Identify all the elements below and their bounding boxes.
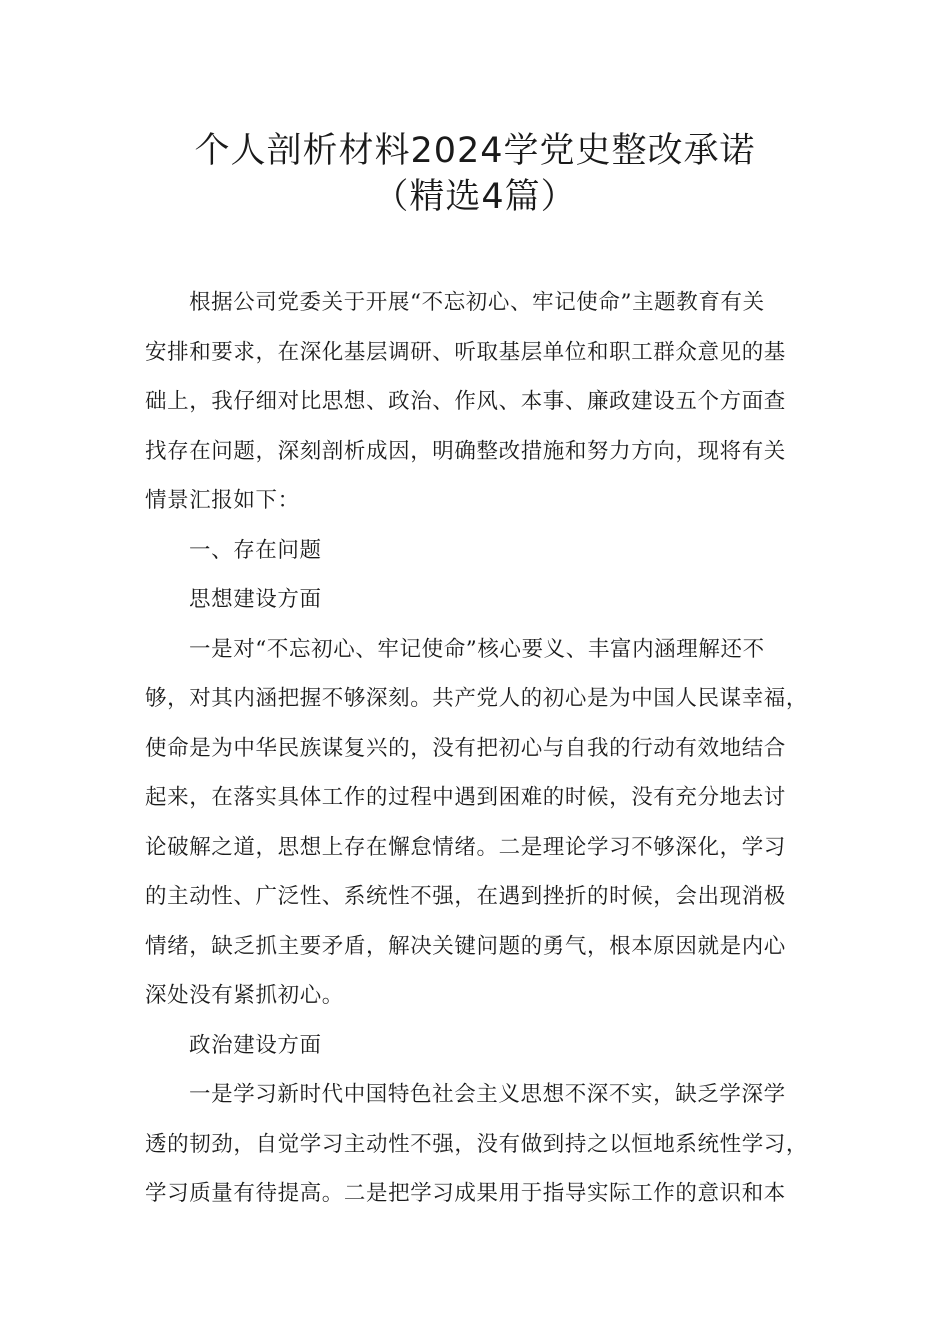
paragraph-politics	[145, 1070, 809, 1219]
paragraph-line: 根据公司党委关于开展“不忘初心、牢记使命”主题教育有关	[189, 290, 765, 315]
paragraph-line: 安排和要求，在深化基层调研、听取基层单位和职工群众意见的基	[145, 339, 786, 365]
paragraph-line: 使命是为中华民族谋复兴的，没有把初心与自我的行动有效地结合	[145, 735, 786, 761]
title-line-1: 个人剖析材料2024学党史整改承诺	[194, 131, 756, 171]
paragraph-line: 找存在问题，深刻剖析成因，明确整改措施和努力方向，现将有关	[145, 438, 786, 464]
paragraph-line: 深处没有紧抓初心。	[145, 983, 344, 1008]
paragraph-ideology	[145, 625, 809, 1021]
paragraph-line: 一是学习新时代中国特色社会主义思想不深不实，缺乏学深学	[189, 1082, 786, 1107]
title-line-2: （精选4篇）	[373, 177, 577, 217]
document-body	[145, 278, 809, 1219]
paragraph-line: 的主动性、广泛性、系统性不强，在遇到挫折的时候，会出现消极	[145, 884, 786, 909]
paragraph-line: 够，对其内涵把握不够深刻。共产党人的初心是为中国人民谋幸福，	[145, 686, 809, 711]
paragraph-line: 学习质量有待提高。二是把学习成果用于指导实际工作的意识和本	[145, 1181, 786, 1206]
paragraph-line: 起来，在落实具体工作的过程中遇到困难的时候，没有充分地去讨	[145, 785, 786, 810]
subsection-heading: 政治建设方面	[189, 1032, 322, 1058]
paragraph-line: 一是对“不忘初心、牢记使命”核心要义、丰富内涵理解还不	[189, 636, 765, 662]
paragraph-line: 论破解之道，思想上存在懈怠情绪。二是理论学习不够深化，学习	[145, 834, 786, 860]
document-title	[0, 128, 950, 220]
paragraph-intro	[145, 278, 805, 526]
paragraph-line: 情绪，缺乏抓主要矛盾，解决关键问题的勇气，根本原因就是内心	[145, 933, 786, 959]
paragraph-line: 情景汇报如下：	[145, 488, 300, 513]
paragraph-line: 透的韧劲，自觉学习主动性不强，没有做到持之以恒地系统性学习，	[145, 1131, 809, 1157]
subsection-heading: 思想建设方面	[189, 587, 322, 612]
paragraph-line: 础上，我仔细对比思想、政治、作风、本事、廉政建设五个方面查	[145, 389, 786, 414]
section-heading: 一、存在问题	[189, 537, 322, 563]
